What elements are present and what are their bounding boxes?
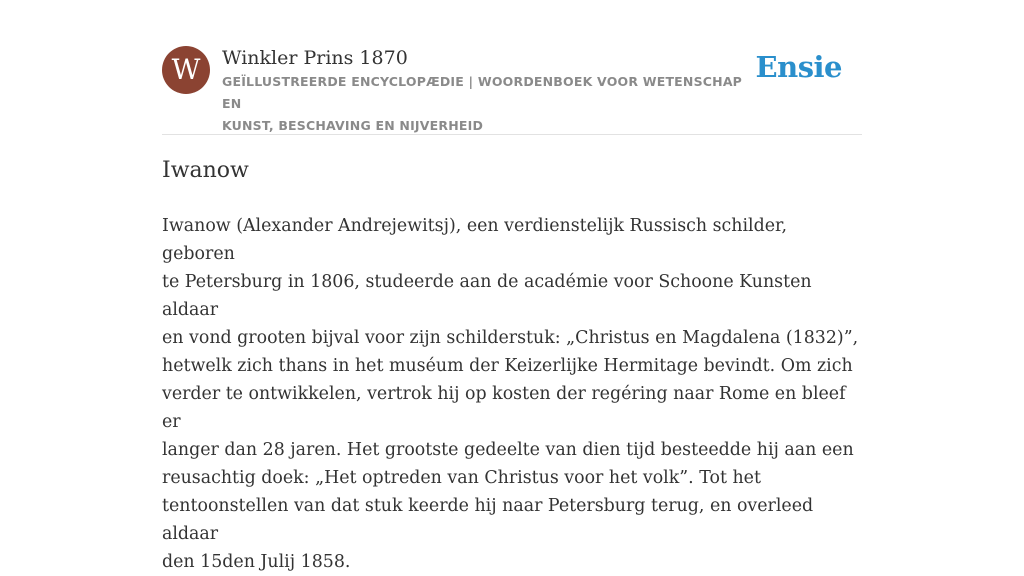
entry-body-line: tentoonstellen van dat stuk keerde hij naar Petersburg terug, en overleed aldaar bbox=[162, 496, 814, 544]
entry-body-line: en vond grooten bijval voor zijn schilderstuk: „Christus en Magdalena (1832)”, bbox=[162, 328, 859, 348]
entry-body-line: hetwelk zich thans in het muséum der Keizerlijke Hermitage bevindt. Om zich bbox=[162, 356, 853, 376]
entry-body-line: reusachtig doek: „Het optreden van Christus voor het volk”. Tot het bbox=[162, 468, 761, 488]
source-title[interactable]: Winkler Prins 1870 bbox=[222, 47, 408, 69]
source-subtitle bbox=[222, 71, 762, 137]
source-avatar[interactable]: W bbox=[162, 46, 210, 94]
source-subtitle-line: KUNST, BESCHAVING EN NIJVERHEID bbox=[222, 118, 484, 133]
entry-body bbox=[162, 212, 862, 576]
entry-body-line: den 15den Julij 1858. bbox=[162, 552, 351, 572]
source-info bbox=[222, 46, 762, 137]
entry-body-line: langer dan 28 jaren. Het grootste gedeelte van dien tijd besteedde hij aan een bbox=[162, 440, 854, 460]
header-divider bbox=[162, 134, 862, 135]
source-header bbox=[162, 46, 862, 133]
entry-body-line: Iwanow (Alexander Andrejewitsj), een verdienstelijk Russisch schilder, geboren bbox=[162, 216, 787, 264]
entry-body-line: verder te ontwikkelen, vertrok hij op kosten der regéring naar Rome en bleef er bbox=[162, 384, 846, 432]
ensie-logo[interactable]: Ensie bbox=[755, 50, 842, 84]
entry-title: Iwanow bbox=[162, 158, 249, 183]
entry-body-line: te Petersburg in 1806, studeerde aan de académie voor Schoone Kunsten aldaar bbox=[162, 272, 812, 320]
source-subtitle-line: GEÏLLUSTREERDE ENCYCLOPÆDIE | WOORDENBOEK VOOR WETENSCHAP EN bbox=[222, 74, 743, 111]
